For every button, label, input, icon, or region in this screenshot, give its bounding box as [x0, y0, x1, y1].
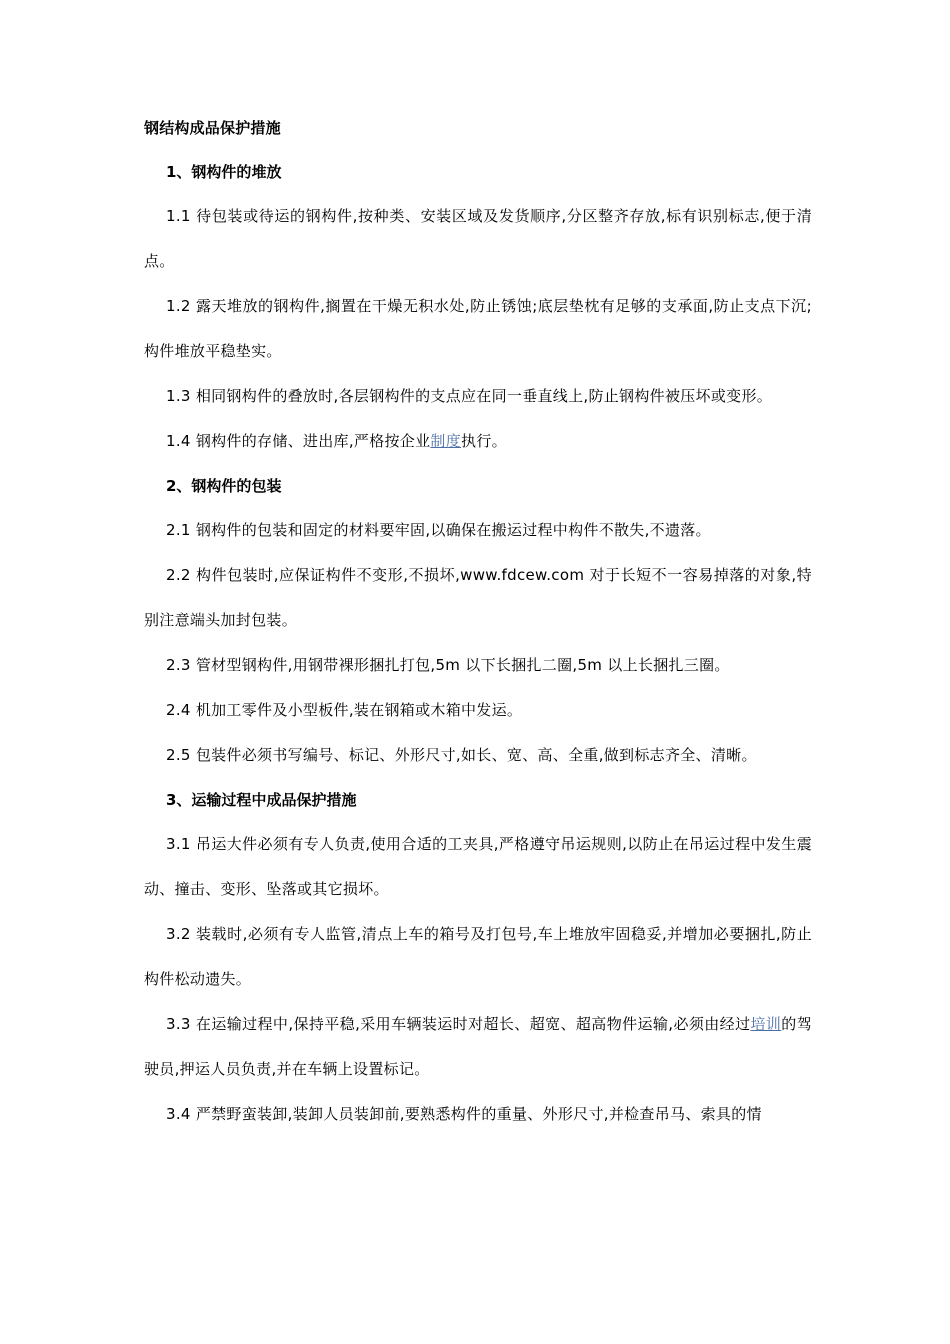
section-heading: 2、钢构件的包装 — [166, 477, 282, 495]
section-heading: 3、运输过程中成品保护措施 — [166, 791, 357, 809]
section-3 — [144, 790, 812, 1137]
paragraph-text: 的驾驶员,押运人员负责,并在车辆上设置标记。 — [144, 1015, 812, 1078]
section-1 — [144, 162, 812, 464]
paragraph-2-5: 2.5 包装件必须书写编号、标记、外形尺寸,如长、宽、高、全重,做到标志齐全、清晰。 — [166, 746, 757, 764]
paragraph-1-1: 1.1 待包装或待运的钢构件,按种类、安装区域及发货顺序,分区整齐存放,标有识别标志,便于清点。 — [144, 207, 812, 270]
paragraph-3-1: 3.1 吊运大件必须有专人负责,使用合适的工夹具,严格遵守吊运规则,以防止在吊运过程中发生震动、撞击、变形、坠落或其它损坏。 — [144, 835, 812, 898]
paragraph-2-3: 2.3 管材型钢构件,用钢带裸形捆扎打包,5m 以下长捆扎二圈,5m 以上长捆扎三圈。 — [166, 656, 730, 674]
paragraph-2-1: 2.1 钢构件的包装和固定的材料要牢固,以确保在搬运过程中构件不散失,不遗落。 — [166, 521, 711, 539]
paragraph-3-4: 3.4 严禁野蛮装卸,装卸人员装卸前,要熟悉构件的重量、外形尺寸,并检查吊马、索具的情 — [166, 1105, 762, 1123]
document-body — [144, 118, 812, 1149]
paragraph-text: 3.3 在运输过程中,保持平稳,采用车辆装运时对超长、超宽、超高物件运输,必须由经过 — [166, 1015, 751, 1033]
paragraph-text: 1.4 钢构件的存储、进出库,严格按企业 — [166, 432, 431, 450]
section-2 — [144, 476, 812, 778]
link-system[interactable]: 制度 — [430, 432, 462, 450]
section-heading: 1、钢构件的堆放 — [166, 163, 282, 181]
paragraph-text: 执行。 — [461, 432, 507, 450]
paragraph-1-3: 1.3 相同钢构件的叠放时,各层钢构件的支点应在同一垂直线上,防止钢构件被压坏或变形。 — [166, 387, 773, 405]
paragraph-3-2: 3.2 装载时,必须有专人监管,清点上车的箱号及打包号,车上堆放牢固稳妥,并增加必要捆扎,防止构件松动遗失。 — [144, 925, 812, 988]
paragraph-1-2: 1.2 露天堆放的钢构件,搁置在干燥无积水处,防止锈蚀;底层垫枕有足够的支承面,防止支点下沉;构件堆放平稳垫实。 — [144, 297, 812, 360]
document-title: 钢结构成品保护措施 — [144, 119, 281, 137]
link-training[interactable]: 培训 — [750, 1015, 782, 1033]
paragraph-3-3 — [144, 1002, 812, 1092]
paragraph-2-2: 2.2 构件包装时,应保证构件不变形,不损坏,www.fdcew.com 对于长短不一容易掉落的对象,特别注意端头加封包装。 — [144, 566, 812, 629]
paragraph-1-4 — [144, 419, 812, 464]
paragraph-2-4: 2.4 机加工零件及小型板件,装在钢箱或木箱中发运。 — [166, 701, 523, 719]
